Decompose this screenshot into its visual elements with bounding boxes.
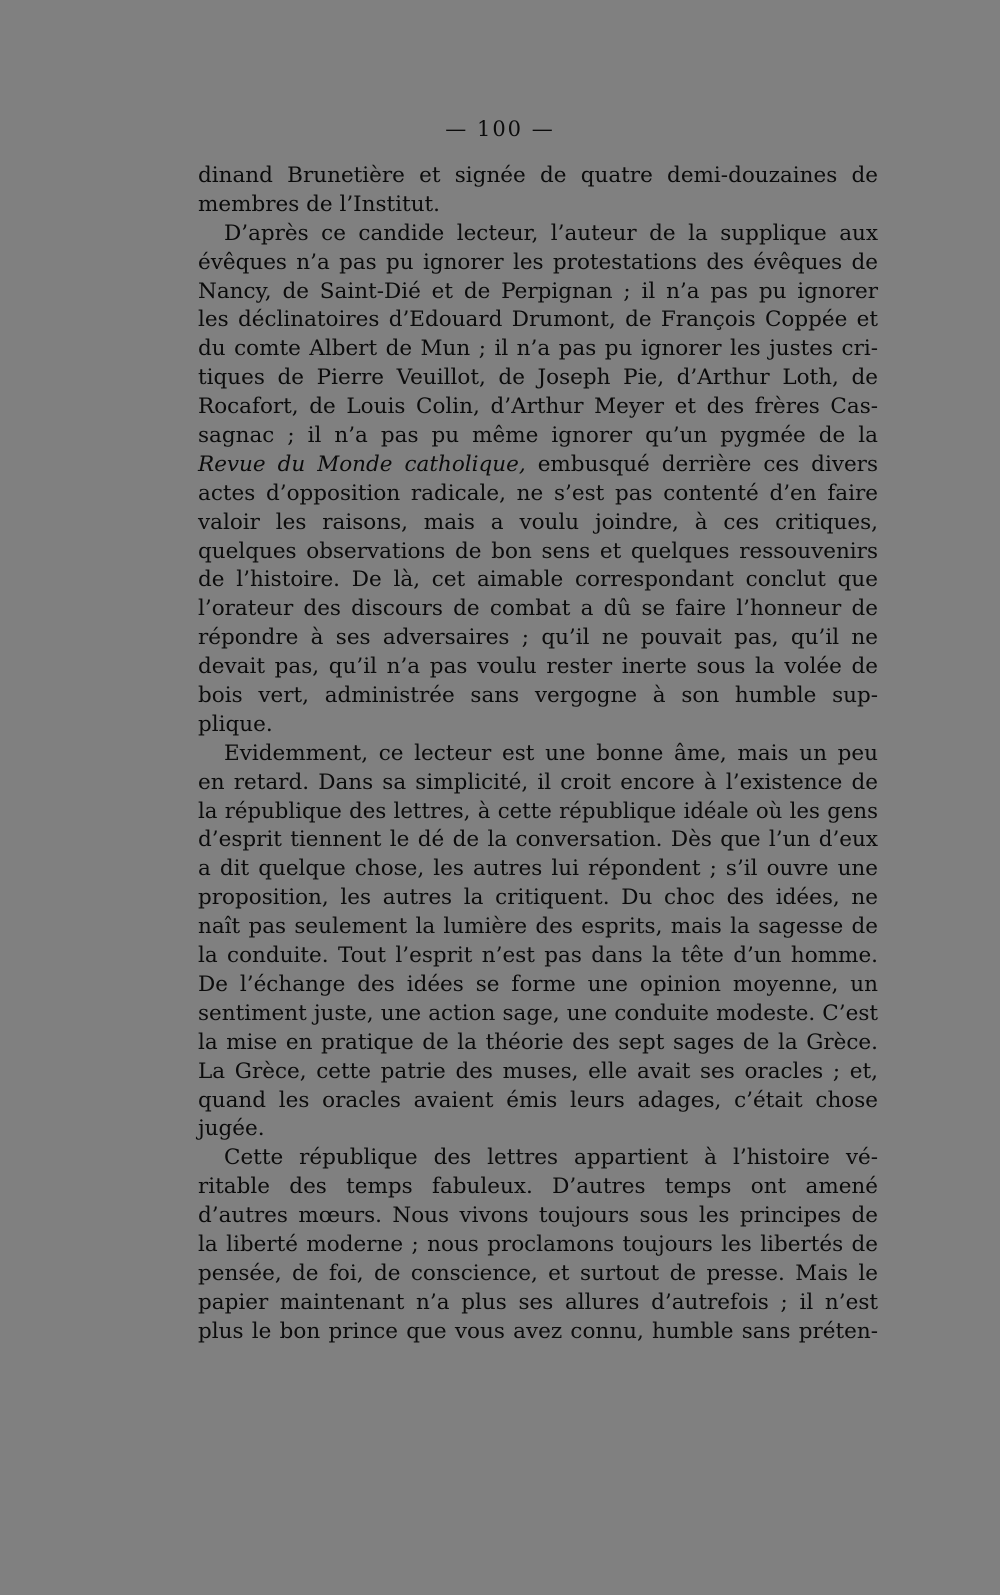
text-line — [198, 162, 878, 191]
line-text: membres de l’Institut. — [198, 191, 441, 217]
text-line — [198, 278, 878, 307]
line-text: sagnac ; il n’a pas pu même ignorer qu’un pygmée de la — [198, 423, 878, 449]
text-line — [198, 191, 878, 220]
text-line — [198, 509, 878, 538]
text-line — [198, 971, 878, 1000]
line-text: bois vert, administrée sans vergogne à son humble sup- — [198, 683, 878, 709]
line-text: pensée, de foi, de conscience, et surtout de presse. Mais le — [198, 1260, 878, 1286]
text-line — [198, 855, 878, 884]
text-line — [198, 682, 878, 711]
line-text: embusqué derrière ces divers — [525, 451, 878, 477]
text-line — [198, 798, 878, 827]
text-line — [198, 1318, 878, 1347]
line-text: en retard. Dans sa simplicité, il croit encore à l’existence de — [198, 769, 878, 795]
text-line — [198, 1231, 878, 1260]
line-text: De l’échange des idées se forme une opinion moyenne, un — [198, 971, 878, 997]
text-line — [198, 740, 878, 769]
line-text: papier maintenant n’a plus ses allures d’autrefois ; il n’est — [198, 1289, 878, 1315]
text-line — [198, 1115, 878, 1144]
text-line — [198, 624, 878, 653]
line-text: l’orateur des discours de combat a dû se faire l’honneur de — [198, 596, 878, 622]
line-text: plique. — [198, 711, 273, 737]
line-text: la conduite. Tout l’esprit n’est pas dans la tête d’un homme. — [198, 943, 878, 969]
line-text: d’esprit tiennent le dé de la conversation. Dès que l’un d’eux — [198, 827, 878, 853]
line-text: de l’histoire. De là, cet aimable correspondant conclut que — [198, 567, 878, 593]
text-line — [198, 826, 878, 855]
line-text: les déclinatoires d’Edouard Drumont, de François Coppée et — [198, 307, 878, 333]
line-text: quelques observations de bon sens et quelques ressouvenirs — [198, 538, 878, 564]
line-text: proposition, les autres la critiquent. Du choc des idées, ne — [198, 885, 878, 911]
line-text: répondre à ses adversaires ; qu’il ne pouvait pas, qu’il ne — [198, 625, 878, 651]
line-text: valoir les raisons, mais a voulu joindre, à ces critiques, — [198, 509, 878, 535]
text-line — [198, 653, 878, 682]
text-line — [198, 1000, 878, 1029]
line-text: d’autres mœurs. Nous vivons toujours sous les principes de — [198, 1203, 878, 1229]
text-line — [198, 913, 878, 942]
line-text: actes d’opposition radicale, ne s’est pas contenté d’en faire — [198, 480, 878, 506]
text-line — [198, 306, 878, 335]
line-text: La Grèce, cette patrie des muses, elle avait ses oracles ; et, — [198, 1058, 878, 1084]
line-text: Nancy, de Saint-Dié et de Perpignan ; il n’a pas pu ignorer — [198, 278, 878, 304]
line-text: Rocafort, de Louis Colin, d’Arthur Meyer et des frères Cas- — [198, 394, 878, 420]
text-line — [198, 538, 878, 567]
text-line — [198, 1029, 878, 1058]
line-text: Cette république des lettres appartient à l’histoire vé- — [224, 1145, 878, 1171]
line-text: sentiment juste, une action sage, une conduite modeste. C’est — [198, 1000, 878, 1026]
text-line — [198, 884, 878, 913]
text-line — [198, 1202, 878, 1231]
line-text: jugée. — [198, 1116, 265, 1142]
text-line — [198, 1087, 878, 1116]
text-line — [198, 1173, 878, 1202]
text-line — [198, 220, 878, 249]
text-line — [198, 249, 878, 278]
line-text: plus le bon prince que vous avez connu, humble sans préten- — [198, 1318, 878, 1344]
text-line — [198, 595, 878, 624]
body-text — [198, 162, 878, 1347]
line-text: évêques n’a pas pu ignorer les protestations des évêques de — [198, 249, 878, 275]
line-text: la mise en pratique de la théorie des sept sages de la Grèce. — [198, 1029, 878, 1055]
line-text: dinand Brunetière et signée de quatre demi-douzaines de — [198, 163, 878, 188]
text-line — [198, 1144, 878, 1173]
text-line — [198, 1260, 878, 1289]
text-line — [198, 480, 878, 509]
line-text: devait pas, qu’il n’a pas voulu rester inerte sous la volée de — [198, 654, 878, 680]
line-text: a dit quelque chose, les autres lui répondent ; s’il ouvre une — [198, 856, 878, 882]
line-text: du comte Albert de Mun ; il n’a pas pu ignorer les justes cri- — [198, 336, 878, 362]
line-text: la république des lettres, à cette république idéale où les gens — [198, 798, 878, 824]
text-line — [198, 1058, 878, 1087]
line-text: naît pas seulement la lumière des esprits, mais la sagesse de — [198, 914, 878, 940]
line-text: quand les oracles avaient émis leurs adages, c’était chose — [198, 1087, 878, 1113]
italic-title: Revue du Monde catholique, — [198, 451, 526, 477]
line-text: Evidemment, ce lecteur est une bonne âme, mais un peu — [224, 740, 878, 766]
line-text: tiques de Pierre Veuillot, de Joseph Pie, d’Arthur Loth, de — [198, 365, 878, 391]
text-line — [198, 364, 878, 393]
text-line — [198, 451, 878, 480]
line-text: D’après ce candide lecteur, l’auteur de la supplique aux — [224, 220, 878, 246]
line-text: la liberté moderne ; nous proclamons toujours les libertés de — [198, 1231, 878, 1257]
text-line — [198, 566, 878, 595]
text-line — [198, 942, 878, 971]
text-line — [198, 1289, 878, 1318]
text-line — [198, 769, 878, 798]
line-text: ritable des temps fabuleux. D’autres temps ont amené — [198, 1174, 878, 1200]
text-line — [198, 711, 878, 740]
text-line — [198, 393, 878, 422]
text-line — [198, 422, 878, 451]
text-line — [198, 335, 878, 364]
page-number: — 100 — — [445, 117, 555, 141]
